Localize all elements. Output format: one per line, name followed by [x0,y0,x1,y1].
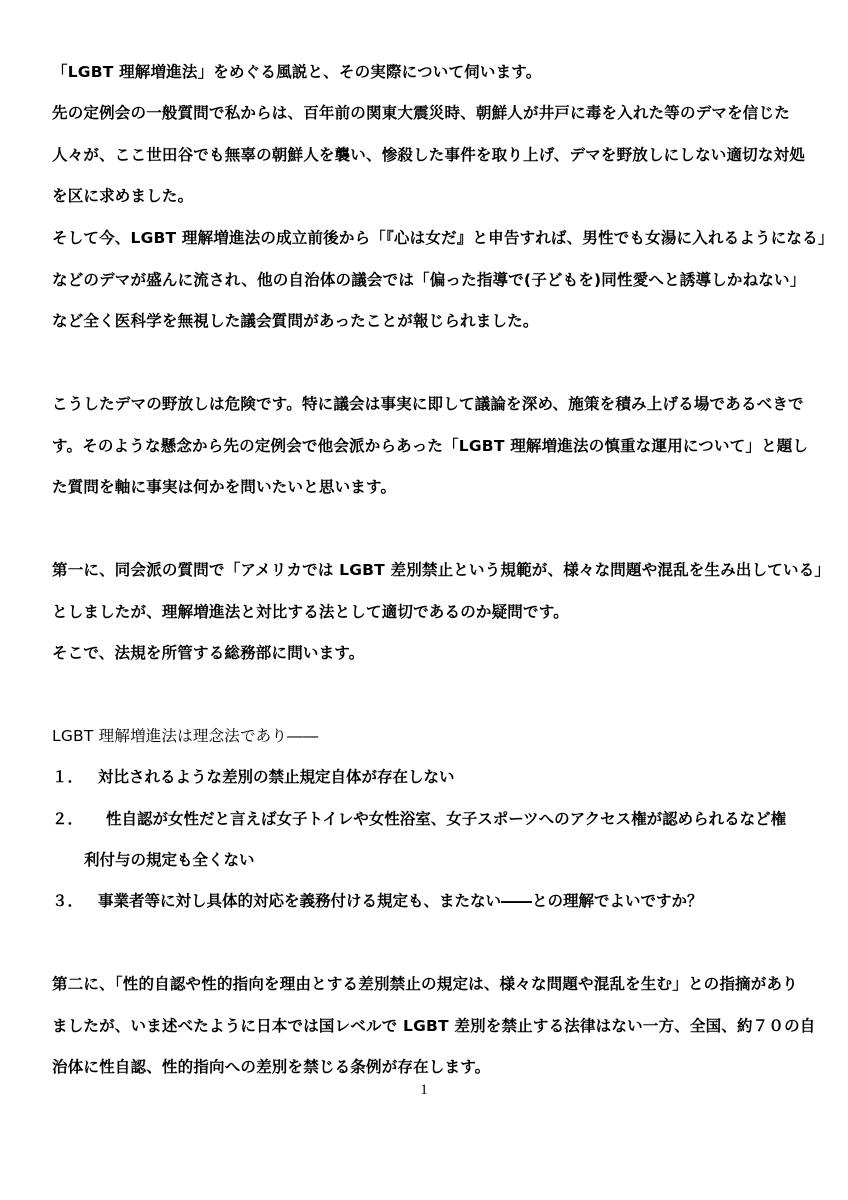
text-line: など全く医科学を無視した議会質問があったことが報じられました。 [52,312,539,330]
list-number: １． [52,768,84,786]
text-line: こうしたデマの野放しは危険です。特に議会は事実に即して議論を深め、施策を積み上げる場であるべきで [52,395,804,413]
text-line: ましたが、いま述べたように日本では国レベルで LGBT 差別を禁止する法律はない一方、全国、約７０の自 [52,1017,816,1035]
list-number: ２． [52,810,84,828]
list-item-text: 対比されるような差別の禁止規定自体が存在しない [98,768,455,786]
list-item-text: 利付与の規定も全くない [84,851,255,869]
list-item-text: 性自認が女性だと言えば女子トイレや女性浴室、女子スポーツへのアクセス権が認められるなど権 [106,810,787,828]
text-line: 「LGBT 理解増進法」をめぐる風説と、その実際について伺います。 [52,63,542,81]
list-number: ３． [52,892,84,910]
text-line: としましたが、理解増進法と対比する法として適切であるのか疑問です。 [52,603,569,621]
text-line: を区に求めました。 [52,187,194,205]
page-number: 1 [420,1082,428,1098]
text-line: 第一に、同会派の質問で「アメリカでは LGBT 差別禁止という規範が、様々な問題や混乱を生み出している」 [52,561,831,579]
text-line: そこで、法規を所管する総務部に問います。 [52,644,365,662]
text-line: などのデマが盛んに流され、他の自治体の議会では「偏った指導で(子どもを)同性愛へと誘導しかねない」 [52,271,806,289]
list-item-text: 事業者等に対し具体的対応を義務付ける規定も、またない――との理解でよいですか？ [98,892,703,910]
text-line: た質問を軸に事実は何かを問いたいと思います。 [52,478,397,496]
text-line: 第二に、「性的自認や性的指向を理由とする差別禁止の規定は、様々な問題や混乱を生む」との指摘があり [52,975,798,993]
text-line: そして今、LGBT 理解増進法の成立前後から「『心は女だ』と申告すれば、男性でも女湯に入れるようになる」 [52,229,834,247]
text-line: 治体に性自認、性的指向への差別を禁じる条例が存在します。 [52,1058,491,1076]
text-line: す。そのような懸念から先の定例会で他会派からあった「LGBT 理解増進法の慎重な運用について」と題し [52,437,809,455]
text-line: 人々が、ここ世田谷でも無辜の朝鮮人を襲い、惨殺した事件を取り上げ、デマを野放しにしない適切な対処 [52,146,805,164]
list-intro: LGBT 理解増進法は理念法であり―― [52,727,319,745]
text-line: 先の定例会の一般質問で私からは、百年前の関東大震災時、朝鮮人が井戸に毒を入れた等のデマを信じた [52,104,790,122]
